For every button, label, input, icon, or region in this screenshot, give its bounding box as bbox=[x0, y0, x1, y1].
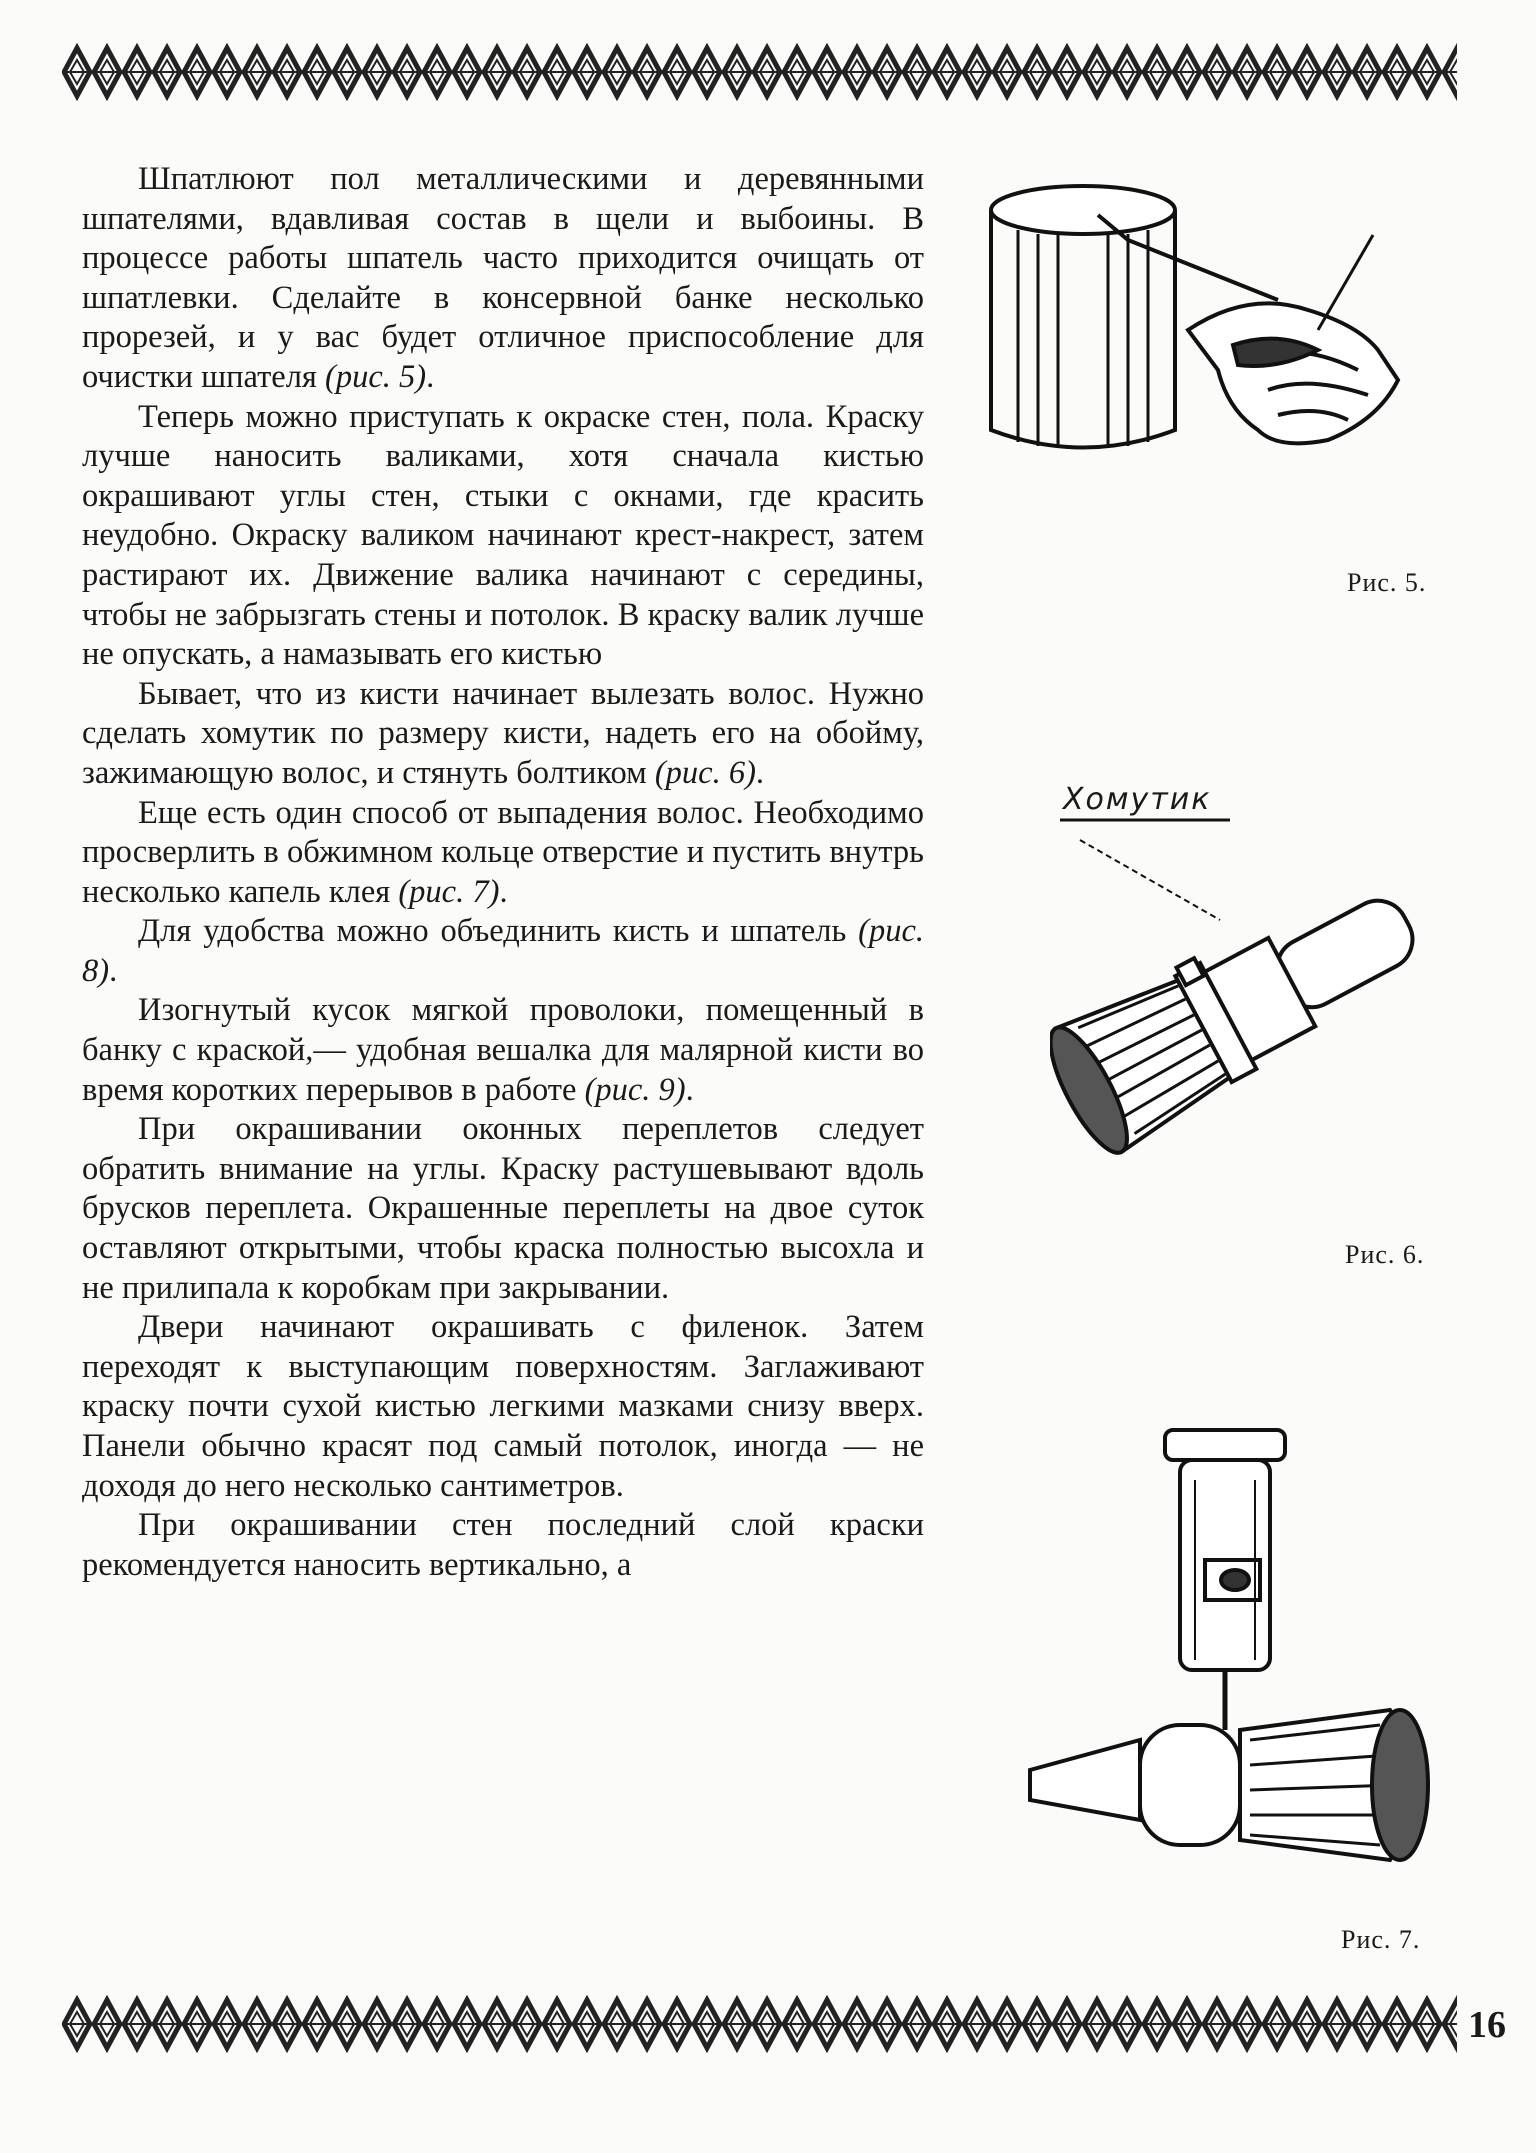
paragraph: При окрашивании стен последний слой краски рекомендуется наносить вертикально, а bbox=[82, 1507, 924, 1583]
figure-caption: Рис. 6. bbox=[1345, 1240, 1425, 1269]
figure-reference: (рис. 5) bbox=[325, 358, 427, 395]
figure-caption: Рис. 5. bbox=[1347, 568, 1427, 597]
figure-reference: (рис. 9) bbox=[584, 1071, 686, 1108]
paragraph: Еще есть один способ от выпадения волос. Необходимо просверлить в обжимном кольце отверстие и пустить внутрь несколько капель клея (рис. 7). bbox=[82, 794, 924, 910]
figure-reference: (рис. 7) bbox=[398, 873, 500, 910]
paragraph: Бывает, что из кисти начинает вылезать волос. Нужно сделать хомутик по размеру кисти, надеть его на обойму, зажимающую волос, и стянуть болтиком (рис. 6). bbox=[82, 675, 924, 791]
figure-reference: (рис. 6) bbox=[654, 754, 756, 791]
page-number: 16 bbox=[1468, 2004, 1506, 2046]
bottom-ornament-border bbox=[62, 1994, 1457, 2054]
top-ornament-border bbox=[62, 42, 1457, 102]
figure-brush-glue-illustration bbox=[1020, 1420, 1460, 1890]
figure-caption: Рис. 7. bbox=[1341, 1925, 1421, 1954]
paragraph: Теперь можно приступать к окраске стен, пола. Краску лучше наносить валиками, хотя сначала кистью окрашивают углы стен, стыки с окнами, где красить неудобно. Окраску валиком начинают крест-накрест, затем растирают их. Движение валика начинают с середины, чтобы не забрызгать стены и потолок. В краску валик лучше не опускать, а намазывать его кистью bbox=[82, 398, 924, 673]
paragraph: При окрашивании оконных переплетов следует обратить внимание на углы. Краску растушевывают вдоль брусков переплета. Окрашенные переплеты на двое суток оставляют открытыми, чтобы краска полностью высохла и не прилипала к коробкам при закрывании. bbox=[82, 1111, 924, 1306]
figure-reference: (рис. 8) bbox=[82, 913, 924, 989]
clamp-label: Хомутик bbox=[1063, 782, 1212, 817]
paragraph: Изогнутый кусок мягкой проволоки, помещенный в банку с краской,— удобная вешалка для малярной кисти во время коротких перерывов в работе (рис. 9). bbox=[82, 992, 924, 1108]
figure-can-spatula-illustration bbox=[978, 180, 1448, 480]
paragraph: Шпатлюют пол металлическими и деревянными шпателями, вдавливая состав в щели и выбоины. В процессе работы шпатель часто приходится очищать от шпатлевки. Сделайте в консервной банке несколько прорезей, и у вас будет отличное приспособление для очистки шпателя (рис. 5). bbox=[82, 161, 924, 395]
paragraph: Для удобства можно объединить кисть и шпатель (рис. 8). bbox=[82, 913, 924, 989]
paragraph: Двери начинают окрашивать с филенок. Затем переходят к выступающим поверхностям. Заглаживают краску почти сухой кистью легкими мазками снизу вверх. Панели обычно красят под самый потолок, иногда — не доходя до него несколько сантиметров. bbox=[82, 1309, 924, 1504]
body-text-column bbox=[82, 160, 924, 1585]
figure-brush-clamp-illustration bbox=[1050, 770, 1450, 1200]
